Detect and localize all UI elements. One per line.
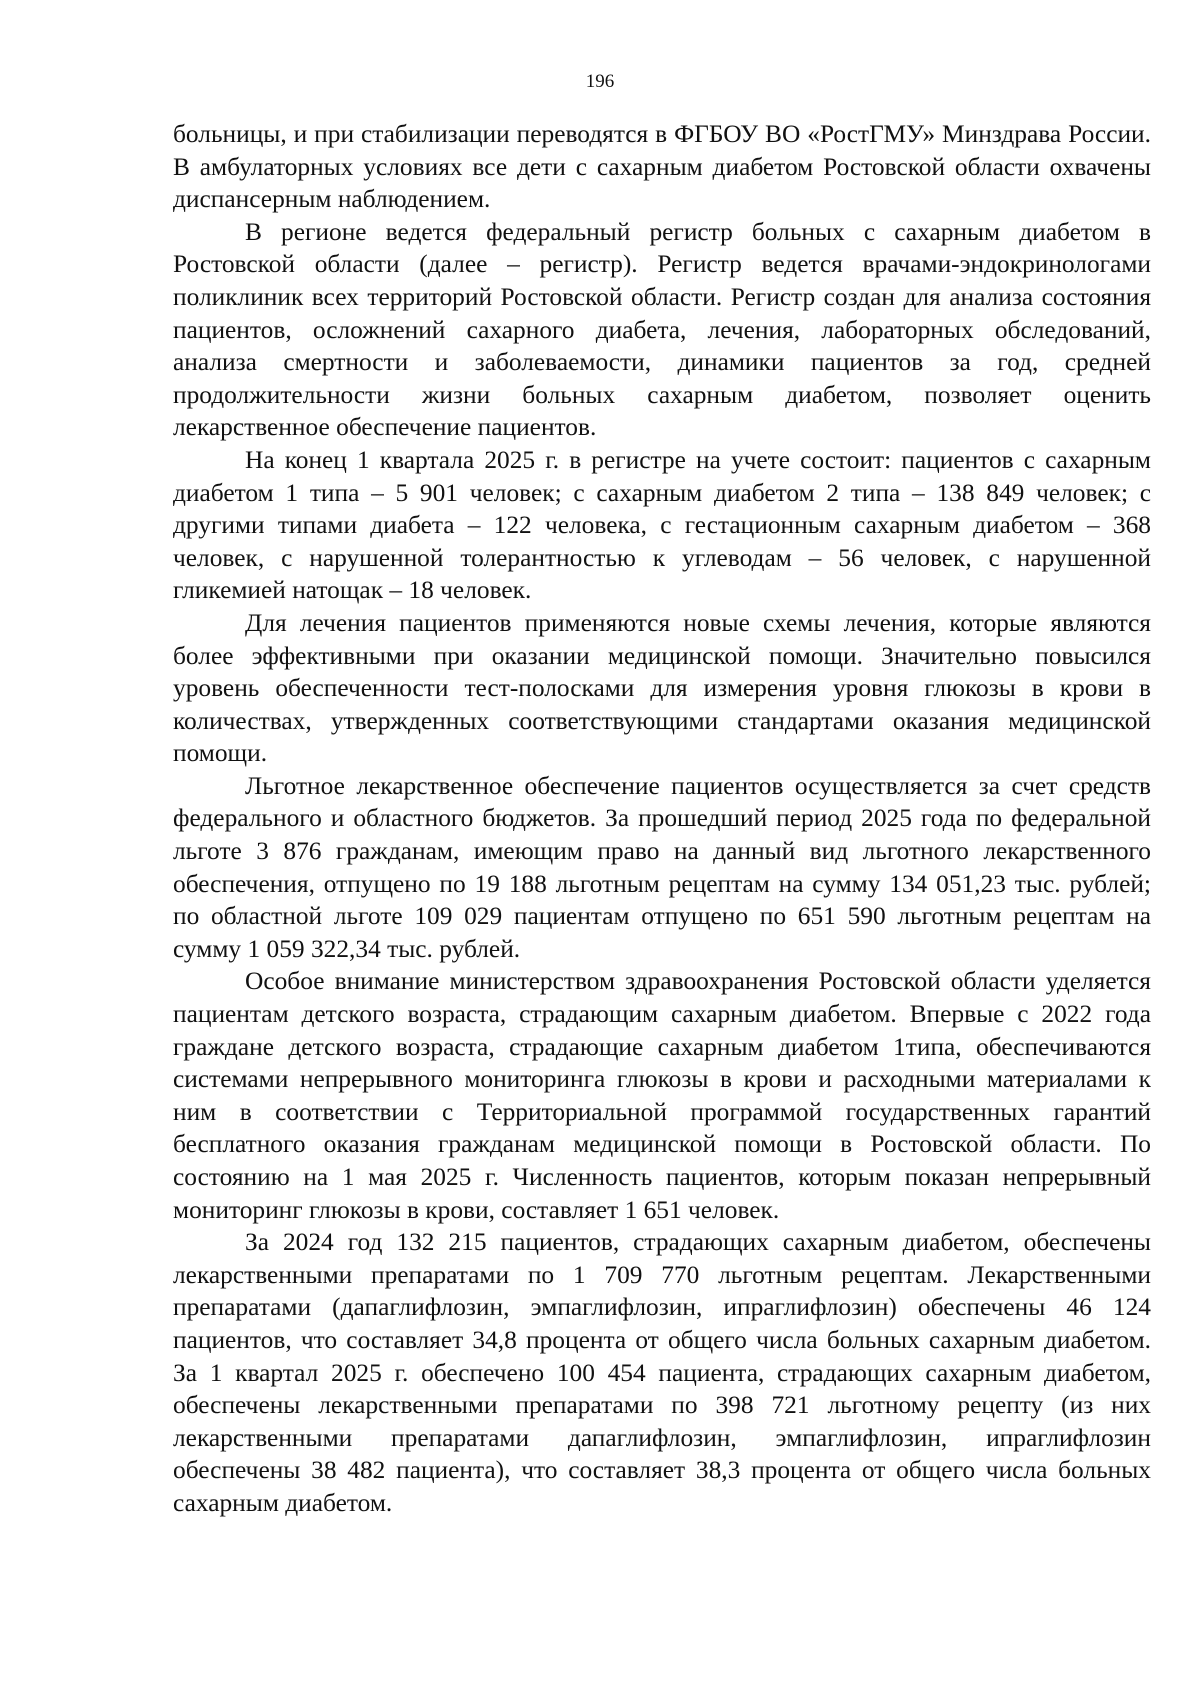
page-number: 196 <box>585 71 615 92</box>
paragraph-drug-provision: Льготное лекарственное обеспечение пациентов осуществляется за счет средств федерального и областного бюджетов. За прошедший период 2025 года по федеральной льготе 3 876 гражданам, имеющим право на данный вид льготного лекарственного обеспечения, отпущено по 19 188 льготным рецептам на сумму 134 051,23 тыс. рублей; по областной льготе 109 029 пациентам отпущено по 651 590 льготным рецептам на сумму 1 059 322,34 тыс. рублей. <box>173 771 1151 963</box>
paragraph-2024-results: За 2024 год 132 215 пациентов, страдающих сахарным диабетом, обеспечены лекарственными препаратами по 1 709 770 льготным рецептам. Лекарственными препаратами (дапаглифлозин, эмпаглифлозин, ипраглифлозин) обеспечены 46 124 пациентов, что составляет 34,8 процента от общего числа больных сахарным диабетом. За 1 квартал 2025 г. обеспечено 100 454 пациента, страдающих сахарным диабетом, обеспечены лекарственными препаратами по 398 721 льготному рецепту (из них лекарственными препаратами дапаглифлозин, эмпаглифлозин, ипраглифлозин обеспечены 38 482 пациента), что составляет 38,3 процента от общего числа больных сахарным диабетом. <box>173 1228 1151 1517</box>
paragraph-treatment: Для лечения пациентов применяются новые схемы лечения, которые являются более эффективными при оказании медицинской помощи. Значительно повысился уровень обеспеченности тест-полосками для измерения уровня глюкозы в крови в количествах, утвержденных соответствующими стандартами оказания медицинской помощи. <box>173 608 1151 768</box>
paragraph-continuation: больницы, и при стабилизации переводятся в ФГБОУ ВО «РостГМУ» Минздрава России. В амбулаторных условиях все дети с сахарным диабетом Ростовской области охвачены диспансерным наблюдением. <box>173 120 1151 214</box>
paragraph-registry: В регионе ведется федеральный регистр больных с сахарным диабетом в Ростовской области (далее – регистр). Регистр ведется врачами-эндокринологами поликлиник всех территорий Ростовской области. Регистр создан для анализа состояния пациентов, осложнений сахарного диабета, лечения, лабораторных обследований, анализа смертности и заболеваемости, динамики пациентов за год, средней продолжительности жизни больных сахарным диабетом, позволяет оценить лекарственное обеспечение пациентов. <box>173 217 1151 442</box>
document-body <box>173 118 1151 1520</box>
paragraph-registry-counts: На конец 1 квартала 2025 г. в регистре на учете состоит: пациентов с сахарным диабетом 1 типа – 5 901 человек; с сахарным диабетом 2 типа – 138 849 человек; с другими типами диабета – 122 человека, с гестационным сахарным диабетом – 368 человек, с нарушенной толерантностью к углеводам – 56 человек, с нарушенной гликемией натощак – 18 человек. <box>173 445 1151 605</box>
paragraph-children: Особое внимание министерством здравоохранения Ростовской области уделяется пациентам детского возраста, страдающим сахарным диабетом. Впервые с 2022 года граждане детского возраста, страдающие сахарным диабетом 1типа, обеспечиваются системами непрерывного мониторинга глюкозы в крови и расходными материалами к ним в соответствии с Территориальной программой государственных гарантий бесплатного оказания гражданам медицинской помощи в Ростовской области. По состоянию на 1 мая 2025 г. Численность пациентов, которым показан непрерывный мониторинг глюкозы в крови, составляет 1 651 человек. <box>173 967 1151 1224</box>
